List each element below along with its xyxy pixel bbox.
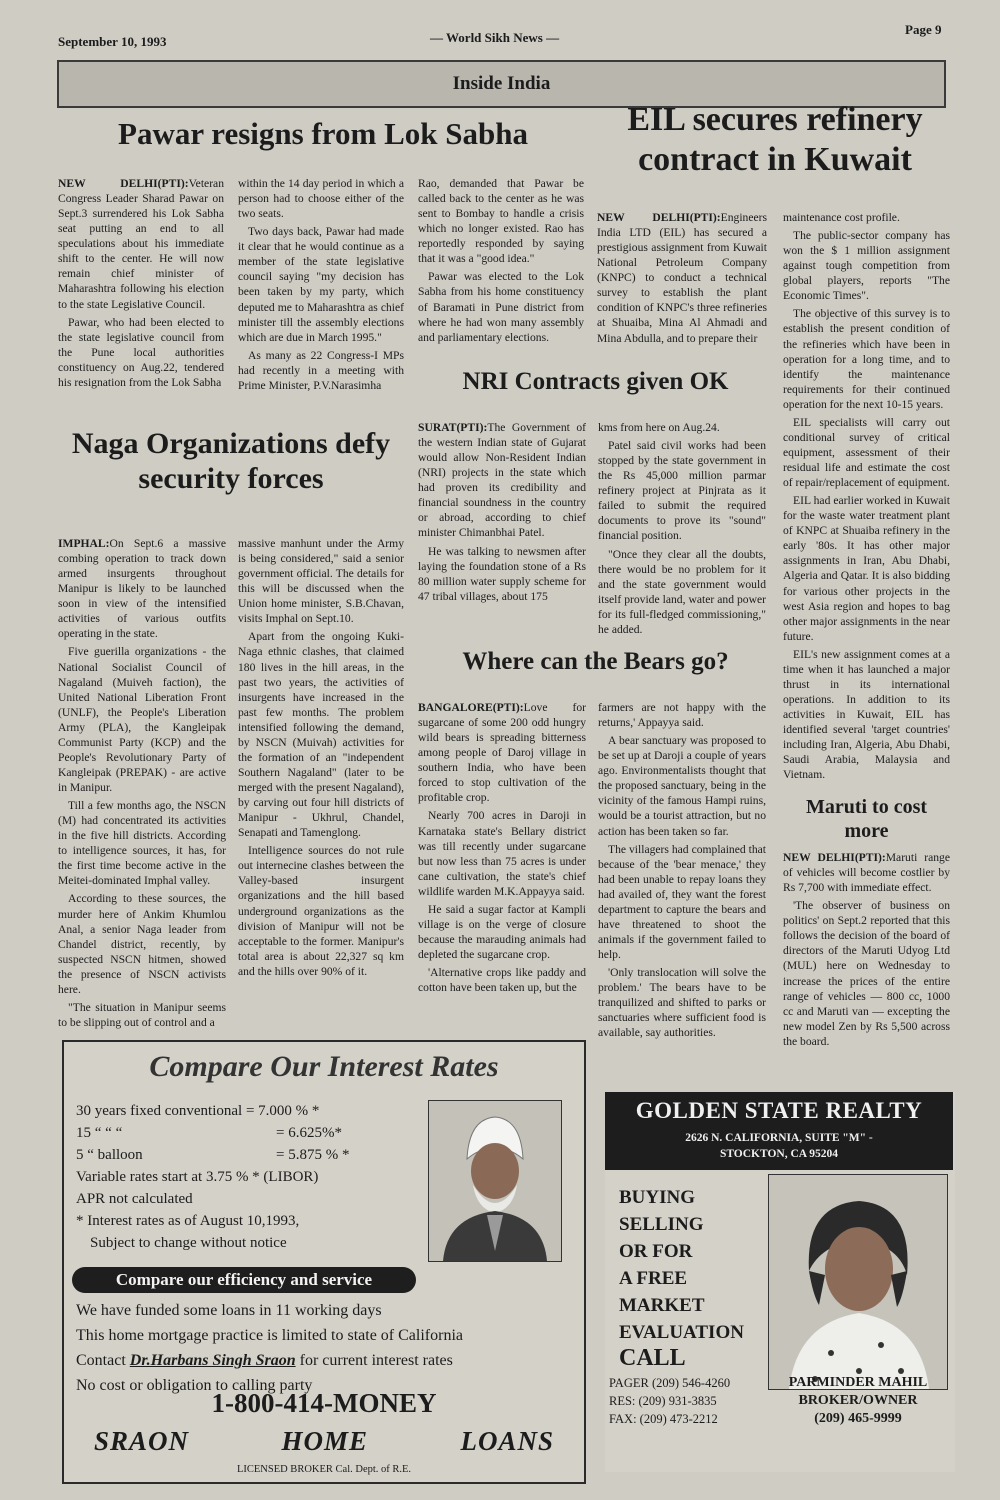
realty-name: GOLDEN STATE REALTY [635, 1098, 923, 1123]
paragraph: Maruti range of vehicles will become costlier by Rs 7,700 with immediate effect. [783, 851, 950, 895]
phone-number: 1-800-414-MONEY [211, 1388, 437, 1418]
pager-number: PAGER (209) 546-4260 [609, 1376, 731, 1390]
paragraph: Five guerilla organizations - the National Socialist Council of Nagaland (Muiveh faction), the United National Liberation Front (UNLF), the People's Liberation Army (PLA), the Kangleipak Communist Party (KCP) and the People's Revolutionary Party of Kangleipak (PREPAK) - are active in Manipur. [58, 645, 226, 794]
license-note: LICENSED BROKER Cal. Dept. of R.E. [236, 1464, 412, 1475]
paragraph: Pawar was elected to the Lok Sabha from his home constituency of Baramati in Pune district from where he had won many assembly and parliamentary elections. [418, 270, 584, 344]
rate-label: 30 years fixed conventional = 7.000 % * [76, 1103, 320, 1119]
pawar-column-1 [58, 176, 224, 393]
service-item: BUYING [619, 1187, 696, 1208]
rate-row [76, 1122, 349, 1144]
paragraph: "Once they clear all the doubts, there would be no problem for it and the state government would itself provide land, water and power for its full-fledged commissioning," he added. [598, 547, 766, 636]
publication-name: — World Sikh News — [430, 30, 560, 45]
rate-value: = 6.625%* [276, 1125, 342, 1141]
golden-state-realty-ad [605, 1092, 955, 1472]
ad-line: APR not calculated [76, 1191, 193, 1207]
service-item: SELLING [619, 1214, 704, 1235]
paragraph: According to these sources, the murder here of Ankim Khumlou Anal, a senior Naga leader from Chandel district, recently, by suspected NSCN hitmen, showed the presence of NSCN activists here. [58, 892, 226, 996]
broker-portrait [428, 1100, 562, 1262]
paragraph: The villagers had complained that because of the 'bear menace,' they had been unable to repay loans they had availed of, they want the forest department to capture the bears and have threatened to shoot the animals if the government failed to help. [598, 842, 766, 961]
nri-headline: NRI Contracts given OK [462, 368, 729, 395]
naga-column-2 [238, 536, 404, 982]
contact-name: Dr.Harbans Singh Sraon [129, 1352, 296, 1369]
realty-header [605, 1092, 953, 1170]
broker-portrait [768, 1174, 948, 1390]
brand-word: SRAON [94, 1426, 190, 1456]
rates-list [76, 1100, 349, 1254]
bears-headline: Where can the Bears go? [462, 648, 729, 675]
dateline: NEW DELHI(PTI): [597, 211, 721, 224]
paragraph: Apart from the ongoing Kuki-Naga ethnic clashes, that claimed 180 lives in the hill areas, in the past two years, the activities of insurgents have increased in the past few months. The problem intensified following the demand, by NSCN (Muivah) activities for the formation of an "independent Southern Nagaland" (later to be merged with the present Nagaland), by carving out four hill districts of Manipur - Ukhrul, Chandel, Senapati and Tamenglong. [238, 630, 404, 840]
ad-line: * Interest rates as of August 10,1993, [76, 1213, 300, 1229]
contact-prefix: Contact [76, 1352, 130, 1369]
paragraph: As many as 22 Congress-I MPs had recently in a meeting with Prime Minister, P.V.Narasimha [238, 348, 404, 392]
eil-headline: EIL secures refinery contract in Kuwait [627, 101, 923, 179]
paragraph: Engineers India LTD (EIL) has secured a prestigious assignment from Kuwait National Petroleum Company (KNPC) to conduct a technical survey to establish the plant condition of KNPC's three refineries at Shuaiba, Mina Al Ahmadi and Mina Abdulla, and to prepare their [597, 211, 767, 345]
section-title: Inside India [452, 73, 551, 94]
paragraph: EIL had earlier worked in Kuwait for the waste water treatment plant of KNPC at Shuaiba refinery in the early '80s. It has other major assignments in Iran, Abu Dhabi, Algeria and Qatar. It is also bidding for various other projects in the west Asia region and hopes to bag other major assignments in the near future. [783, 494, 950, 643]
contact-line [76, 1348, 463, 1373]
contact-suffix: for current interest rates [295, 1352, 453, 1369]
bears-column-1 [418, 700, 586, 998]
service-item: OR FOR [619, 1241, 693, 1262]
ad-line: Variable rates start at 3.75 % * (LIBOR) [76, 1169, 319, 1185]
broker-title: BROKER/OWNER [798, 1393, 918, 1408]
paragraph: within the 14 day period in which a person had to choose either of the two seats. [238, 177, 404, 221]
rate-label: 15 “ “ “ [76, 1125, 123, 1141]
services-list [619, 1184, 744, 1346]
paragraph: He was talking to newsmen after laying the foundation stone of a Rs 80 million water supply scheme for 47 tribal villages, about 175 [418, 544, 586, 603]
paragraph: Till a few months ago, the NSCN (M) had concentrated its activities in the five hill districts. According to intelligence sources, it has, for the first time become active in the Meitei-dominated Imphal valley. [58, 799, 226, 888]
pawar-column-3 [418, 176, 584, 348]
page-number: Page 9 [905, 22, 942, 37]
broker-name: PARMINDER MAHIL [788, 1375, 928, 1390]
brand-word: LOANS [460, 1426, 554, 1456]
broker-phone: (209) 465-9999 [814, 1411, 902, 1426]
address-line: STOCKTON, CA 95204 [719, 1148, 839, 1160]
issue-date: September 10, 1993 [58, 34, 167, 49]
brand-line [94, 1426, 554, 1457]
dateline: NEW DELHI(PTI): [783, 851, 886, 864]
paragraph: A bear sanctuary was proposed to be set up at Daroji a couple of years ago. Environmentalists thought that the proposed sanctuary, being in the vicinity of the famous Hampi ruins, would be a tourist attraction, but no action has been taken so far. [598, 734, 766, 838]
bears-column-2 [598, 700, 766, 1043]
paragraph: The Government of the western Indian state of Gujarat would allow Non-Resident Indian (NRI) projects in the state which had proven its credibility and financial soundness in the country or abroad, according to chief minister Chimanbhai Patel. [418, 421, 586, 540]
paragraph: Rao, demanded that Pawar be called back to the center as he was sent to Bombay to handle a crisis which no longer existed. Rao has reportedly responded by saying that it was a "good idea." [418, 177, 584, 266]
paragraph: 'Only translocation will solve the problem.' The bears have to be tranquilized and shifted to parks or sanctuaries where sufficient food is available, say authorities. [598, 966, 766, 1040]
paragraph: kms from here on Aug.24. [598, 421, 720, 434]
rate-value: = 5.875 % * [276, 1147, 350, 1163]
address-line: 2626 N. CALIFORNIA, SUITE "M" - [685, 1132, 873, 1144]
ad-line: We have funded some loans in 11 working days [76, 1302, 382, 1319]
maruti-column-1 [783, 850, 950, 1052]
paragraph: EIL's new assignment comes at a time when it has launched a major thrust in its international operations. In addition to its activities in Kuwait, EIL has identified several 'target countries' including Iran, Algeria, Abu Dhabi, Saudi Arabia, Malaysia and Vietnam. [783, 647, 950, 782]
paragraph: Love for sugarcane of some 200 odd hungry wild bears is spreading bitterness among people of Daroj village in southern India, who have been forced to stop cultivation of the profitable crop. [418, 701, 586, 805]
paragraph: On Sept.6 a massive combing operation to track down armed insurgents throughout Manipur is likely to be launched soon in view of the intensified activities of various outfits operating in the state. [58, 537, 226, 641]
rate-row [76, 1100, 349, 1122]
maruti-headline: Maruti to cost more [805, 796, 928, 842]
paragraph: maintenance cost profile. [783, 211, 900, 224]
ad-line: No cost or obligation to calling party [76, 1377, 313, 1394]
paragraph: Pawar, who had been elected to the state legislative council from the Pune local authorities constituency on Aug.22, tendered his resignation from the Lok Sabha [58, 315, 224, 389]
sraon-home-loans-ad [62, 1040, 586, 1484]
broker-info [768, 1374, 948, 1428]
paragraph: 'Alternative crops like paddy and cotton have been taken up, but the [418, 966, 586, 995]
call-label: CALL [619, 1345, 686, 1371]
service-item: EVALUATION [619, 1322, 744, 1343]
nri-column-1 [418, 420, 586, 607]
ad-line: Subject to change without notice [90, 1235, 287, 1251]
efficiency-banner: Compare our efficiency and service [72, 1267, 416, 1293]
dateline: IMPHAL: [58, 537, 110, 550]
rate-label: 5 “ balloon [76, 1147, 143, 1163]
residence-number: RES: (209) 931-3835 [609, 1394, 717, 1408]
paragraph: 'The observer of business on politics' on Sept.2 reported that this follows the decision of the board of directors of the Maruti Udyog Ltd (MUL) here on Wednesday to increase the prices of the entire range of vehicles — 800 cc, 1000 cc and Maruti van — excepting the new model Zen by Rs 5,500 across the board. [783, 899, 950, 1048]
paragraph: Intelligence sources do not rule out internecine clashes between the Valley-based insurgent organizations and the hill based underground organizations as the division of Manipur will not be acceptable to the former. Manipur's total area is about 22,327 sq km and the hills over 90% of it. [238, 844, 404, 978]
paragraph: Nearly 700 acres in Daroji in Karnataka state's Bellary district was till recently under sugarcane but now less than 75 acres is under cane cultivation, the state's chief wildlife warden M.K.Appayya said. [418, 809, 586, 898]
dateline: BANGALORE(PTI): [418, 701, 524, 714]
ad-line: This home mortgage practice is limited to state of California [76, 1327, 463, 1344]
eil-column-2 [783, 210, 950, 785]
pawar-headline: Pawar resigns from Lok Sabha [118, 116, 528, 151]
service-item: A FREE [619, 1268, 688, 1289]
paragraph: He said a sugar factor at Kampli village is on the verge of closure because the marauding animals had depleted the sugarcane crop. [418, 902, 586, 961]
service-item: MARKET [619, 1295, 705, 1316]
pawar-column-2 [238, 176, 404, 396]
paragraph: EIL specialists will carry out conditional survey of critical equipment, assessment of their residual life and estimate the cost of repair/replacement of equipment. [783, 415, 950, 490]
rate-row [76, 1144, 349, 1166]
portrait-graphic [769, 1175, 947, 1389]
paragraph: The public-sector company has won the $ 1 million assignment against tough competition from global players, reports "The Economic Times". [783, 229, 950, 303]
paragraph: The objective of this survey is to establish the present condition of the refineries which have been in operation for a long time, and to identify the maintenance requirements for their continued operation for the next 10-15 years. [783, 307, 950, 411]
portrait-graphic [429, 1101, 561, 1261]
naga-column-1 [58, 536, 226, 1033]
realty-address [605, 1130, 953, 1162]
naga-headline: Naga Organizations defy security forces [71, 427, 391, 496]
dateline: SURAT(PTI): [418, 421, 488, 434]
paragraph: farmers are not happy with the returns,' Appayya said. [598, 701, 766, 730]
ad-title: Compare Our Interest Rates [149, 1050, 499, 1083]
ad-body [76, 1298, 463, 1398]
paragraph: Veteran Congress Leader Sharad Pawar on Sept.3 surrendered his Lok Sabha seat putting an end to all speculations about his immediate shift to the center. He will now remain chief minister of Maharashtra following his election to the state Legislative Council. [58, 177, 224, 311]
eil-column-1 [597, 210, 767, 349]
brand-word: HOME [281, 1426, 369, 1456]
fax-number: FAX: (209) 473-2212 [609, 1412, 718, 1426]
dateline: NEW DELHI(PTI): [58, 177, 189, 190]
realty-contacts [609, 1374, 730, 1428]
paragraph: Patel said civil works had been stopped by the state government in the Rs 45,000 million parmar refinery project at Pinjrata as it failed to submit the required documents to prove its "sound" financial position. [598, 439, 766, 543]
paragraph: massive manhunt under the Army is being considered," said a senior government official. The details for this will be discussed when the Union home minister, S.B.Chavan, visits Imphal on Sept.10. [238, 537, 404, 626]
nri-column-2 [598, 420, 766, 640]
paragraph: Two days back, Pawar had made it clear that he would continue as a member of the state legislative council saying "my decision has been taken by my party, which deputed me to Maharashtra as chief minister till the assembly elections which are due in March 1995." [238, 225, 404, 344]
paragraph: "The situation in Manipur seems to be slipping out of control and a [58, 1000, 226, 1029]
